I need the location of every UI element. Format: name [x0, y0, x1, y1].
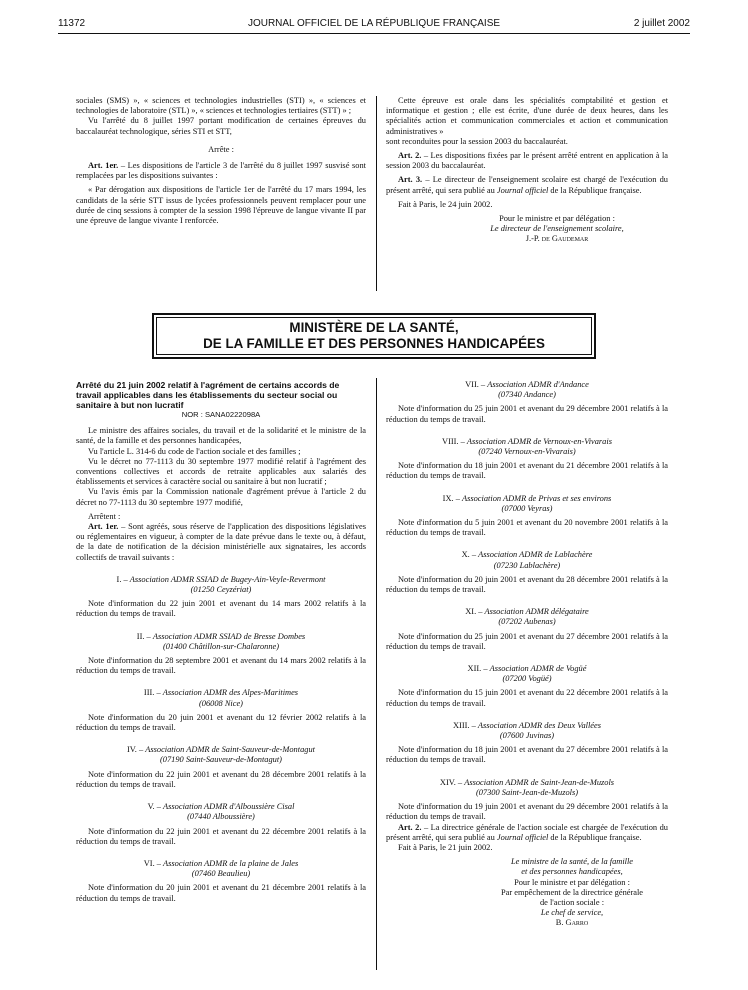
paragraph: Vu l'avis émis par la Commission nationale d'agrément prévue à l'article 2 du décret no 77-1113 du 30 septembre 1977 modifié, [76, 487, 366, 507]
item-place: (07300 Saint-Jean-de-Muzols) [475, 787, 579, 797]
header-rule [58, 33, 690, 34]
association-name: Association ADMR de la plaine de Jales [163, 858, 299, 868]
item-place: (07230 Lablachère) [493, 560, 561, 570]
page-header [58, 18, 690, 34]
column-divider-bottom [376, 378, 377, 970]
item-place: (07340 Andance) [498, 390, 556, 400]
item-number: IV. – [127, 745, 144, 755]
association-name: Association ADMR délégataire [484, 607, 589, 617]
paragraph: Vu l'article L. 314-6 du code de l'action sociale et des familles ; [88, 446, 301, 456]
item-number: VI. – [143, 858, 161, 868]
agreement-item [386, 494, 668, 539]
item-place: (07000 Veyras) [501, 503, 553, 513]
association-name: Association ADMR de Vernoux-en-Vivarais [466, 436, 612, 446]
fait-a-paris: Fait à Paris, le 24 juin 2002. [398, 199, 493, 209]
item-note: Note d'information du 15 juin 2001 et avenant du 22 décembre 2001 relatifs à la réduction du temps de travail. [386, 688, 668, 708]
item-heading [386, 437, 668, 447]
item-heading [386, 550, 668, 560]
agreement-item [76, 745, 366, 790]
article-1: Art. 1er. – Les dispositions de l'article 3 de l'arrêté du 8 juillet 1997 susvisé sont remplacées par les dispositions suivantes : [76, 161, 367, 181]
item-heading [76, 688, 366, 698]
item-note: Note d'information du 25 juin 2001 et avenant du 27 décembre 2001 relatifs à la réduction du temps de travail. [386, 631, 668, 651]
association-name: Association ADMR de Privas et ses environs [461, 493, 612, 503]
item-number: X. – [461, 550, 477, 560]
agreement-item [386, 607, 668, 652]
item-note: Note d'information du 19 juin 2001 et avenant du 29 décembre 2001 relatifs à la réduction du temps de travail. [386, 802, 668, 822]
association-name: Association ADMR SSIAD de Bresse Dombes [152, 631, 306, 641]
agreement-item [386, 437, 668, 482]
signature-line: Pour le ministre et par délégation : [499, 214, 615, 224]
signature-name: J.-P. de Gaudemar [525, 234, 589, 244]
item-heading [386, 380, 668, 390]
signature-block: Le ministre de la santé, de la famille et des personnes handicapées, Pour le ministre et par délégation : Par empêchement de la directrice générale de l'action sociale : Le chef de service, B. Garro [386, 857, 668, 928]
association-name: Association ADMR de Saint-Jean-de-Muzols [464, 777, 615, 787]
association-name: Association ADMR des Deux Vallées [477, 720, 601, 730]
item-number: IX. – [442, 493, 460, 503]
item-heading [386, 778, 668, 788]
article-2: Art. 2. – Les dispositions fixées par le présent arrêté entrent en application à la session 2003 du baccalauréat. [386, 151, 668, 171]
item-number: XIII. – [452, 720, 476, 730]
agreement-item [386, 721, 668, 766]
issue-date: 2 juillet 2002 [633, 18, 690, 29]
item-note: Note d'information du 18 juin 2001 et avenant du 21 décembre 2001 relatifs à la réduction du temps de travail. [386, 461, 668, 481]
top-right-column [386, 96, 668, 245]
item-place: (06008 Nice) [199, 698, 243, 708]
agreement-item [76, 575, 366, 620]
item-number: I. – [116, 574, 128, 584]
article-1-quote: « Par dérogation aux dispositions de l'article 1er de l'arrêté du 17 mars 1994, les candidats de la série STT issus de lycées professionnels peuvent remplacer pour une durée de cinq sessions à compter de la session 1998 l'épreuve de langue vivante II par une épreuve de langue vivante I renforcée. [76, 185, 366, 226]
item-place: (07240 Vernoux-en-Vivarais) [478, 447, 576, 457]
paragraph: sociales (SMS) », « sciences et technologies industrielles (STI) », « sciences et technologies de laboratoire (STL) », « sciences et technologies tertiaires (STT) » ; [76, 96, 366, 116]
decree-left-column [76, 380, 366, 904]
item-heading [76, 859, 366, 869]
item-number: V. – [147, 802, 161, 812]
signature-name: B. Garro [555, 918, 589, 928]
agreement-item [386, 778, 668, 823]
item-heading [76, 575, 366, 585]
agreement-item [386, 664, 668, 709]
paragraph: Cette épreuve est orale dans les spécialités comptabilité et gestion et informatique et gestion ; elle est écrite, d'une durée de deux heures, dans les spécialités action et communication commerciales et action et communication administratives » [386, 96, 668, 136]
item-heading [76, 745, 366, 755]
item-number: II. – [136, 631, 151, 641]
item-place: (07200 Vogüé) [502, 674, 552, 684]
item-note: Note d'information du 20 juin 2001 et avenant du 28 décembre 2001 relatifs à la réduction du temps de travail. [386, 574, 668, 595]
item-note: Note d'information du 28 septembre 2001 et avenant du 14 mars 2002 relatifs à la réduction du temps de travail. [76, 656, 366, 676]
item-note: Note d'information du 25 juin 2001 et avenant du 29 décembre 2001 relatifs à la réduction du temps de travail. [386, 404, 668, 424]
item-number: XIV. – [439, 777, 463, 787]
decree-title: Arrêté du 21 juin 2002 relatif à l'agrément de certains accords de travail applicables dans les établissements du secteur social ou sanitaire à but non lucratif [76, 380, 340, 410]
page-number: 11372 [58, 18, 86, 29]
item-heading [386, 664, 668, 674]
item-note: Note d'information du 22 juin 2001 et avenant du 14 mars 2002 relatifs à la réduction du temps de travail. [76, 599, 366, 619]
item-number: III. – [143, 688, 161, 698]
paragraph: sont reconduites pour la session 2003 du baccalauréat. [386, 136, 568, 146]
item-note: Note d'information du 22 juin 2001 et avenant du 22 décembre 2001 relatifs à la réduction du temps de travail. [76, 826, 366, 846]
association-name: Association ADMR des Alpes-Maritimes [162, 688, 299, 698]
item-place: (01400 Châtillon-sur-Chalaronne) [162, 641, 280, 651]
agreement-item [76, 632, 366, 677]
column-divider-top [376, 96, 377, 291]
arrete-heading: Arrête : [208, 144, 234, 154]
item-heading [386, 721, 668, 731]
item-note: Note d'information du 22 juin 2001 et avenant du 28 décembre 2001 relatifs à la réduction du temps de travail. [76, 769, 366, 789]
item-note: Note d'information du 20 juin 2001 et avenant du 12 février 2002 relatifs à la réduction du temps de travail. [76, 712, 366, 733]
arretent-heading: Arrêtent : [88, 511, 121, 521]
item-place: (01250 Ceyzériat) [190, 585, 252, 595]
agreement-item [76, 688, 366, 733]
paragraph: Le ministre des affaires sociales, du travail et de la solidarité et le ministre de la santé, de la famille et des personnes handicapées, [76, 426, 366, 446]
ministry-banner [152, 313, 596, 359]
journal-title: JOURNAL OFFICIEL DE LA RÉPUBLIQUE FRANÇAISE [247, 18, 501, 29]
signature-line: Le directeur de l'enseignement scolaire, [490, 224, 624, 234]
item-number: VIII. – [442, 436, 465, 446]
article-label: Art. 1er. [88, 161, 119, 171]
nor-reference: NOR : SANA0222098A [181, 410, 261, 419]
article-2: Art. 2. – La directrice générale de l'action sociale est chargée de l'exécution du présent arrêté, qui sera publié au Journal officiel de la République française. [386, 822, 668, 842]
article-3: Art. 3. – Le directeur de l'enseignement scolaire est chargé de l'exécution du présent arrêté, qui sera publié au Journal officiel de la République française. [386, 175, 668, 195]
item-place: (07600 Juvinas) [499, 731, 555, 741]
top-left-column [76, 96, 366, 226]
association-name: Association ADMR SSIAD de Bugey-Ain-Veyle-Revermont [129, 574, 326, 584]
paragraph: Vu l'arrêté du 8 juillet 1997 portant modification de certaines épreuves du baccalauréat technologique, séries STI et STT, [76, 116, 366, 136]
item-note: Note d'information du 5 juin 2001 et avenant du 20 novembre 2001 relatifs à la réduction du temps de travail. [386, 518, 668, 538]
paragraph: Vu le décret no 77-1113 du 30 septembre 1977 modifié relatif à l'agrément des conventions collectives et accords de retraite applicables aux salariés des établissements et services à caractère social ou sanitaire à but non lucratif ; [76, 456, 366, 487]
article-1: Art. 1er. – Sont agréés, sous réserve de l'application des dispositions législatives ou réglementaires en vigueur, à compter de la date prévue dans le texte ou, à défaut, de la date de notification de la décision ministérielle aux signataires, les accords collectifs de travail suivants : [76, 522, 367, 562]
agreement-item [386, 380, 668, 425]
association-name: Association ADMR de Saint-Sauveur-de-Montagut [145, 745, 315, 755]
item-place: (07202 Aubenas) [498, 617, 556, 627]
item-place: (07190 Saint-Sauveur-de-Montagut) [160, 755, 282, 765]
item-number: VII. – [465, 380, 486, 389]
item-heading [76, 632, 366, 642]
ministry-line-1: MINISTÈRE DE LA SANTÉ, [289, 320, 459, 335]
association-name: Association ADMR de Lablachère [478, 550, 593, 560]
item-heading [386, 607, 668, 617]
fait-a-paris: Fait à Paris, le 21 juin 2002. [398, 842, 493, 852]
ministry-line-2: DE LA FAMILLE ET DES PERSONNES HANDICAPÉES [203, 336, 545, 351]
agreement-item [386, 550, 668, 595]
association-name: Association ADMR d'Andance [487, 380, 589, 389]
agreement-item [76, 859, 366, 904]
item-number: XI. – [465, 607, 483, 617]
association-name: Association ADMR d'Alboussière Cisal [163, 802, 295, 812]
item-note: Note d'information du 18 juin 2001 et avenant du 27 décembre 2001 relatifs à la réduction du temps de travail. [386, 745, 668, 765]
item-note: Note d'information du 20 juin 2001 et avenant du 21 décembre 2001 relatifs à la réduction du temps de travail. [76, 883, 366, 903]
item-place: (07440 Alboussière) [187, 812, 255, 822]
item-place: (07460 Beaulieu) [191, 869, 251, 879]
item-heading [386, 494, 668, 504]
agreement-item [76, 802, 366, 847]
decree-right-column [386, 380, 668, 929]
association-name: Association ADMR de Vogüé [489, 664, 587, 674]
item-heading [76, 802, 366, 812]
item-number: XII. – [467, 664, 488, 674]
